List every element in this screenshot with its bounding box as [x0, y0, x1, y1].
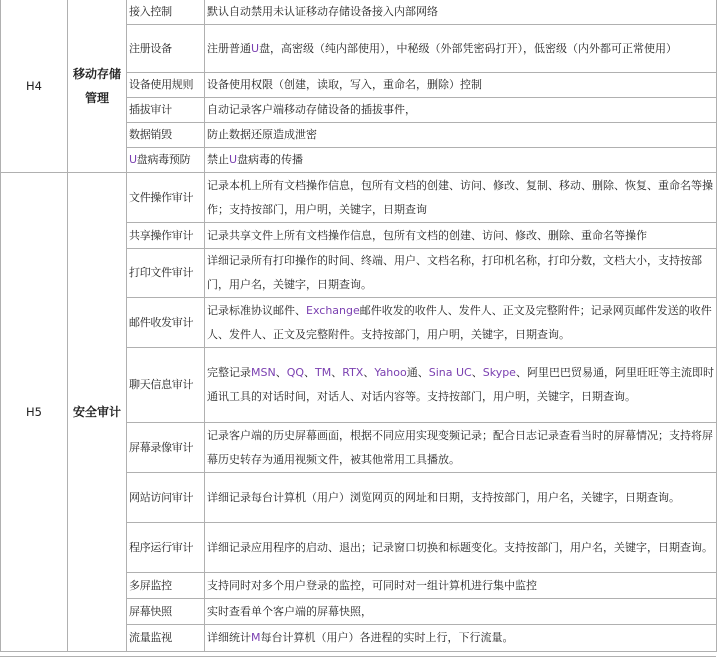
feature-description: 防止数据还原造成泄密	[205, 123, 717, 148]
feature-name: 网站访问审计	[127, 473, 205, 523]
feature-name: U盘病毒预防	[127, 148, 205, 173]
feature-name: 屏幕录像审计	[127, 423, 205, 473]
table-row	[1, 173, 717, 223]
feature-description: 详细统计M每台计算机（用户）各进程的实时上行，下行流量。	[205, 625, 717, 652]
feature-description: 记录标准协议邮件、Exchange邮件收发的收件人、发件人、正文及完整附件；记录网页邮件发送的收件人、发件人、正文及完整附件。支持按部门，用户明，关键字，日期查询。	[205, 298, 717, 348]
table-row	[1, 0, 717, 25]
feature-name: 共享操作审计	[127, 223, 205, 249]
feature-description: 详细记录应用程序的启动、退出；记录窗口切换和标题变化。支持按部门，用户名，关键字，日期查询。	[205, 523, 717, 573]
feature-name: 接入控制	[127, 0, 205, 25]
feature-description: 支持同时对多个用户登录的监控，可同时对一组计算机进行集中监控	[205, 573, 717, 599]
feature-description: 详细记录每台计算机（用户）浏览网页的网址和日期，支持按部门，用户名，关键字，日期查询。	[205, 473, 717, 523]
feature-name: 聊天信息审计	[127, 348, 205, 423]
feature-description: 禁止U盘病毒的传播	[205, 148, 717, 173]
feature-name: 注册设备	[127, 25, 205, 73]
feature-name: 文件操作审计	[127, 173, 205, 223]
feature-name: 数据销毁	[127, 123, 205, 148]
feature-description: 实时查看单个客户端的屏幕快照，	[205, 599, 717, 625]
feature-description: 记录共享文件上所有文档操作信息，包所有文档的创建、访问、修改、删除、重命名等操作	[205, 223, 717, 249]
feature-description: 记录客户端的历史屏幕画面，根据不同应用实现变频记录；配合日志记录查看当时的屏幕情况；支持将屏幕历史转存为通用视频文件，被其他常用工具播放。	[205, 423, 717, 473]
feature-description: 默认自动禁用未认证移动存储设备接入内部网络	[205, 0, 717, 25]
feature-name: 插拔审计	[127, 98, 205, 123]
feature-name: 设备使用规则	[127, 73, 205, 98]
feature-name: 邮件收发审计	[127, 298, 205, 348]
feature-description: 注册普通U盘，高密级（纯内部使用），中秘级（外部凭密码打开），低密级（内外都可正常使用）	[205, 25, 717, 73]
feature-description: 完整记录MSN、QQ、TM、RTX、Yahoo通、Sina UC、Skype、阿里巴巴贸易通，阿里旺旺等主流即时通讯工具的对话时间，对话人、对话内容等。支持按部门，用户明，关键字，日期查询。	[205, 348, 717, 423]
feature-description: 自动记录客户端移动存储设备的插拔事件，	[205, 98, 717, 123]
group-code: H4	[1, 0, 68, 173]
feature-description: 设备使用权限（创建，读取，写入，重命名，删除）控制	[205, 73, 717, 98]
group-code: H5	[1, 173, 68, 652]
bottom-rule	[0, 656, 716, 661]
feature-name: 屏幕快照	[127, 599, 205, 625]
group-category: 安全审计	[68, 173, 127, 652]
feature-name: 多屏监控	[127, 573, 205, 599]
feature-name: 打印文件审计	[127, 249, 205, 298]
feature-description: 详细记录所有打印操作的时间、终端、用户、文档名称，打印机名称，打印分数，文档大小，支持按部门，用户名，关键字，日期查询。	[205, 249, 717, 298]
feature-description: 记录本机上所有文档操作信息，包所有文档的创建、访问、修改、复制、移动、删除、恢复、重命名等操作；支持按部门，用户明，关键字，日期查询	[205, 173, 717, 223]
feature-name: 程序运行审计	[127, 523, 205, 573]
feature-name: 流量监视	[127, 625, 205, 652]
group-category: 移动存储管理	[68, 0, 127, 173]
